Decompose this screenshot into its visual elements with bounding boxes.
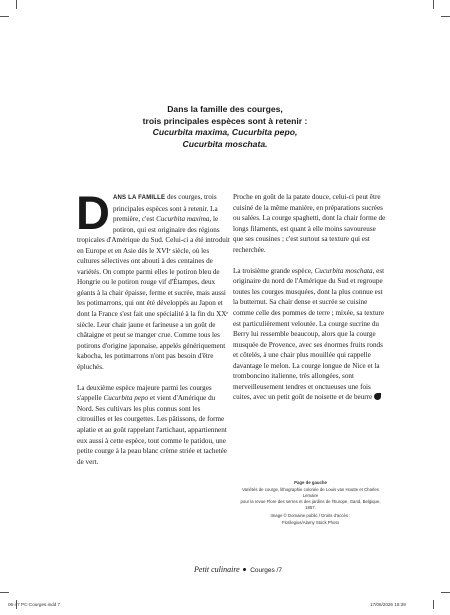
slug-filename: 06-47 PC-Courges.indd 7	[8, 602, 61, 607]
body-column-left	[76, 186, 230, 467]
body-paragraph	[233, 266, 386, 403]
caption-credit: Image © Domaine public / Droits d'accès :	[270, 513, 351, 519]
body-paragraph: Proche en goût de la patate douce, celui-ci peut être cuisiné de la même manière, en préparations sucrées ou salées. La courge spaghetti, dont la chair forme de longs filaments, est quant à elle moins savoureuse que ses cousines ; c'est surtout sa texture qui est recherchée.	[233, 193, 386, 254]
lead-line: Cucurbita maxima, Cucurbita pepo,	[152, 127, 298, 137]
text-run: et vient d'Amérique du Nord. Ses cultivars les plus connus sont les citrouilles et les courgettes. Les pâtissons, de forme aplatie et au goût rappelant l'artichaut, appartiennent eux aussi à cette espèce, tout comme le patidou, une petite courge à la peau blanc crème striée et tachetée de vert.	[77, 394, 227, 466]
paragraph-gap	[233, 255, 386, 266]
page-footer	[194, 565, 282, 574]
species-name: Cucurbita moschata	[314, 266, 373, 275]
crop-mark	[16, 0, 17, 9]
crop-mark	[441, 592, 450, 593]
lead-line: Dans la famille des courges,	[167, 104, 283, 114]
species-name: Cucurbita pepo	[103, 394, 149, 403]
lead-heading	[100, 104, 350, 150]
crop-mark	[0, 16, 9, 17]
page-number: /7	[276, 567, 282, 574]
body-column-right	[233, 192, 386, 403]
caption-title: Page de gauche	[294, 480, 327, 485]
crop-mark	[0, 592, 9, 593]
text-run: La troisième grande espèce,	[233, 266, 315, 275]
text-run: des courges, trois principales espèces sont à retenir. La première, c'est	[112, 193, 218, 224]
paragraph-gap	[77, 372, 230, 383]
caption-credit: Florilegius/Alamy Stock Photo	[281, 519, 340, 525]
text-run: , le potiron, qui est originaire des régions tropicales d'Amérique du Sud. Celui-ci a été introduit en Europe et en Asie dès le XVIᵉ siècle, où les cultures sélectives ont abouti à des centaines de variétés. On compte parmi elles le potiron bleu de Hongrie ou le potiron rouge vif d'Étampes, deux géants à la chair épaisse, ferme et sucrée, mais aussi les potimarrons, qui ont été développés au Japon et dont la France s'est fait une spécialité à la fin du XXᵉ siècle. Leur chair jaune et farineuse a un goût de châtaigne et peut se manger crue. Comme tous les potirons d'origine japonaise, appelés génériquement kabocha, les potimarrons n'ont pas besoin d'être épluchés.	[77, 215, 230, 371]
section-name: Courges	[250, 567, 275, 574]
bullet-icon	[243, 568, 246, 571]
drop-cap: D	[76, 186, 110, 239]
text-run: , est originaire du nord de l'Amérique du Sud et regroupe toutes les courges musquées, dont la plus connue est la butternut. Sa chair dense et sucrée se cuisine comme celle des pommes de terre ; mixée, sa texture est particulièrement veloutée. La courge sucrine du Berry lui ressemble beaucoup, alors que la courge musquée de Provence, avec ses énormes fruits ronds et côtelés, à une chair plus mouillée qui rappelle davantage le melon. La courge longue de Nice et la tromboncino italienne, très allongées, sont merveilleusement tendres et onctueuses une fois cuites, avec un petit goût de noisette et de beurre	[233, 266, 385, 402]
species-name: Cucurbita maxima	[156, 215, 210, 224]
lead-line: trois principales espèces sont à retenir :	[142, 115, 308, 126]
crop-mark	[441, 16, 450, 17]
lead-line: Cucurbita moschata.	[182, 138, 268, 149]
end-mark-icon	[374, 393, 381, 400]
text-run: La deuxième espèce majeure parmi les courges s'appelle	[77, 383, 212, 403]
image-caption	[238, 480, 383, 526]
body-paragraph	[77, 383, 230, 467]
caption-line: pour la revue Flore des serres et des jardins de l'Europe, Gand, Belgique, 1857.	[240, 499, 381, 511]
slug-date: 17/06/2026 15:39	[370, 602, 406, 607]
caption-line: Variétés de courge, lithographie coloriée de Louis van Houtte et Charles Lemaire	[242, 487, 379, 499]
crop-mark	[433, 0, 434, 9]
small-caps-lead: ANS LA FAMILLE	[112, 195, 166, 201]
brand-logo: Petit culinaire	[194, 565, 240, 574]
crop-mark	[433, 600, 434, 609]
body-paragraph	[76, 186, 230, 372]
